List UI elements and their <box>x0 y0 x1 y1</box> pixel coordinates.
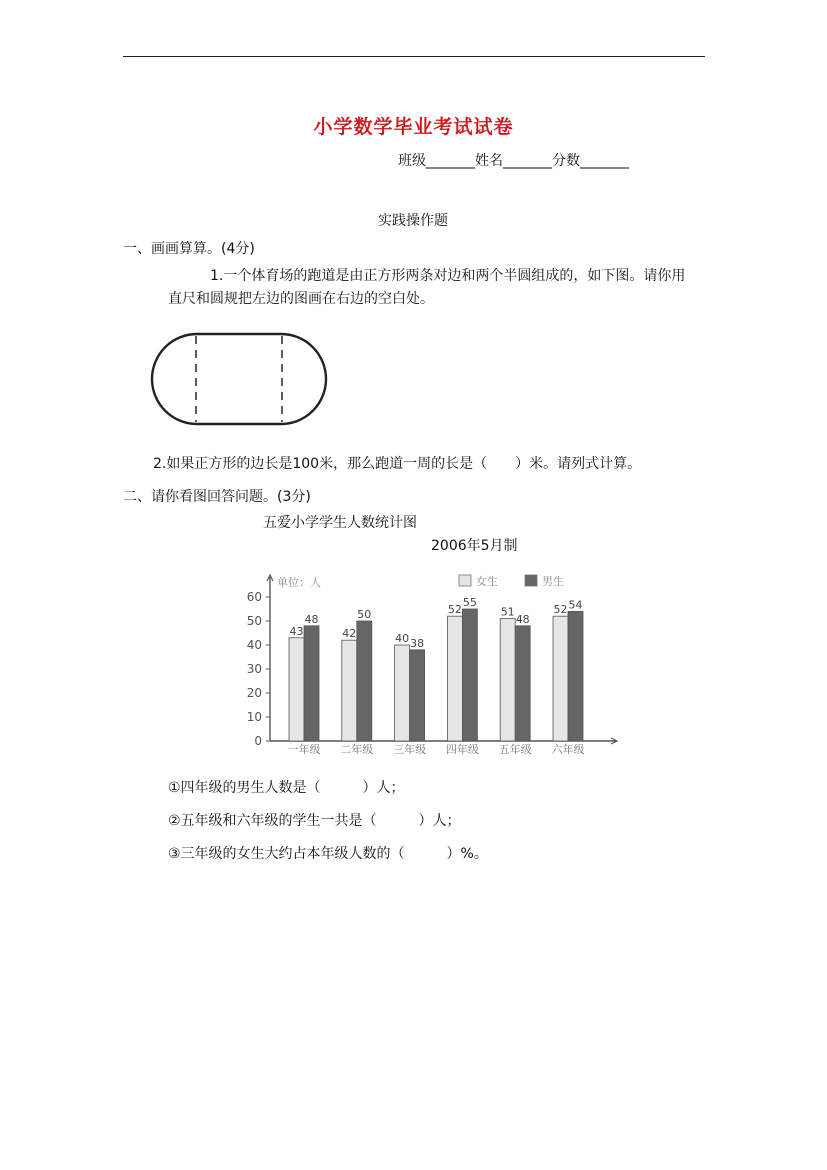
chart-legend <box>459 574 564 588</box>
y-tick-label: 40 <box>246 638 262 652</box>
chart-question-1: ①四年级的男生人数是（ ）人； <box>168 780 405 796</box>
part1-heading: 一、画画算算。(4分) <box>123 241 255 257</box>
legend-label: 男生 <box>542 575 564 588</box>
bar-value-label: 48 <box>304 612 319 626</box>
y-tick-label: 30 <box>246 662 262 676</box>
bar-value-label: 42 <box>342 627 357 641</box>
bar-boys <box>410 650 425 741</box>
x-category-label: 二年级 <box>340 743 374 756</box>
bar-boys <box>568 611 583 741</box>
chart-question-3: ③三年级的女生大约占本年级人数的（ ）%。 <box>168 846 488 862</box>
bar-value-label: 55 <box>462 596 477 609</box>
bar-value-label: 50 <box>357 608 372 621</box>
q1-line2: 直尺和圆规把左边的图画在右边的空白处。 <box>168 291 434 307</box>
bar-value-label: 52 <box>447 603 462 617</box>
student-count-chart <box>225 565 625 765</box>
bar-girls <box>500 619 515 741</box>
bar-value-label: 51 <box>500 605 515 619</box>
legend-swatch <box>459 575 471 586</box>
bar-girls <box>342 640 357 741</box>
page-title: 小学数学毕业考试试卷 <box>313 116 514 138</box>
bar-girls <box>553 616 568 741</box>
section-title: 实践操作题 <box>378 213 448 229</box>
x-category-label: 六年级 <box>551 743 585 756</box>
student-info-line: 班级_______姓名_______分数_______ <box>398 153 629 169</box>
bar-value-label: 52 <box>553 603 568 617</box>
x-category-label: 一年级 <box>287 743 321 756</box>
y-tick-label: 50 <box>246 614 262 628</box>
bar-value-label: 43 <box>289 624 304 638</box>
q1-line1: 1.一个体育场的跑道是由正方形两条对边和两个半圆组成的，如下图。请你用 <box>210 268 686 284</box>
bar-value-label: 38 <box>410 636 425 650</box>
bar-value-label: 54 <box>568 598 583 612</box>
bar-value-label: 40 <box>395 632 410 645</box>
x-category-label: 三年级 <box>393 743 427 756</box>
track-diagram <box>150 332 330 426</box>
x-category-label: 五年级 <box>498 743 532 756</box>
chart-date: 2006年5月制 <box>431 538 518 554</box>
bar-girls <box>447 616 462 741</box>
y-tick-label: 10 <box>246 710 262 724</box>
part2-heading: 二、请你看图回答问题。(3分) <box>123 489 311 505</box>
legend-swatch <box>525 575 537 586</box>
x-category-label: 四年级 <box>445 743 479 756</box>
y-tick-label: 60 <box>246 590 262 604</box>
y-tick-label: 0 <box>254 734 262 748</box>
bar-boys <box>304 626 319 741</box>
bar-boys <box>357 621 372 741</box>
chart-bars <box>289 596 583 741</box>
bar-boys <box>462 609 477 741</box>
bar-boys <box>515 626 530 741</box>
track-outline <box>152 334 326 424</box>
legend-label: 女生 <box>476 575 498 588</box>
chart-title: 五爱小学学生人数统计图 <box>263 515 417 531</box>
top-rule <box>123 56 705 57</box>
chart-question-2: ②五年级和六年级的学生一共是（ ）人； <box>168 813 461 829</box>
bar-value-label: 48 <box>515 612 530 626</box>
y-tick-label: 20 <box>246 686 262 700</box>
q2-text: 2.如果正方形的边长是100米，那么跑道一周的长是（ ）米。请列式计算。 <box>153 456 642 472</box>
bar-girls <box>289 638 304 741</box>
bar-girls <box>395 645 410 741</box>
unit-label: 单位：人 <box>277 576 321 589</box>
